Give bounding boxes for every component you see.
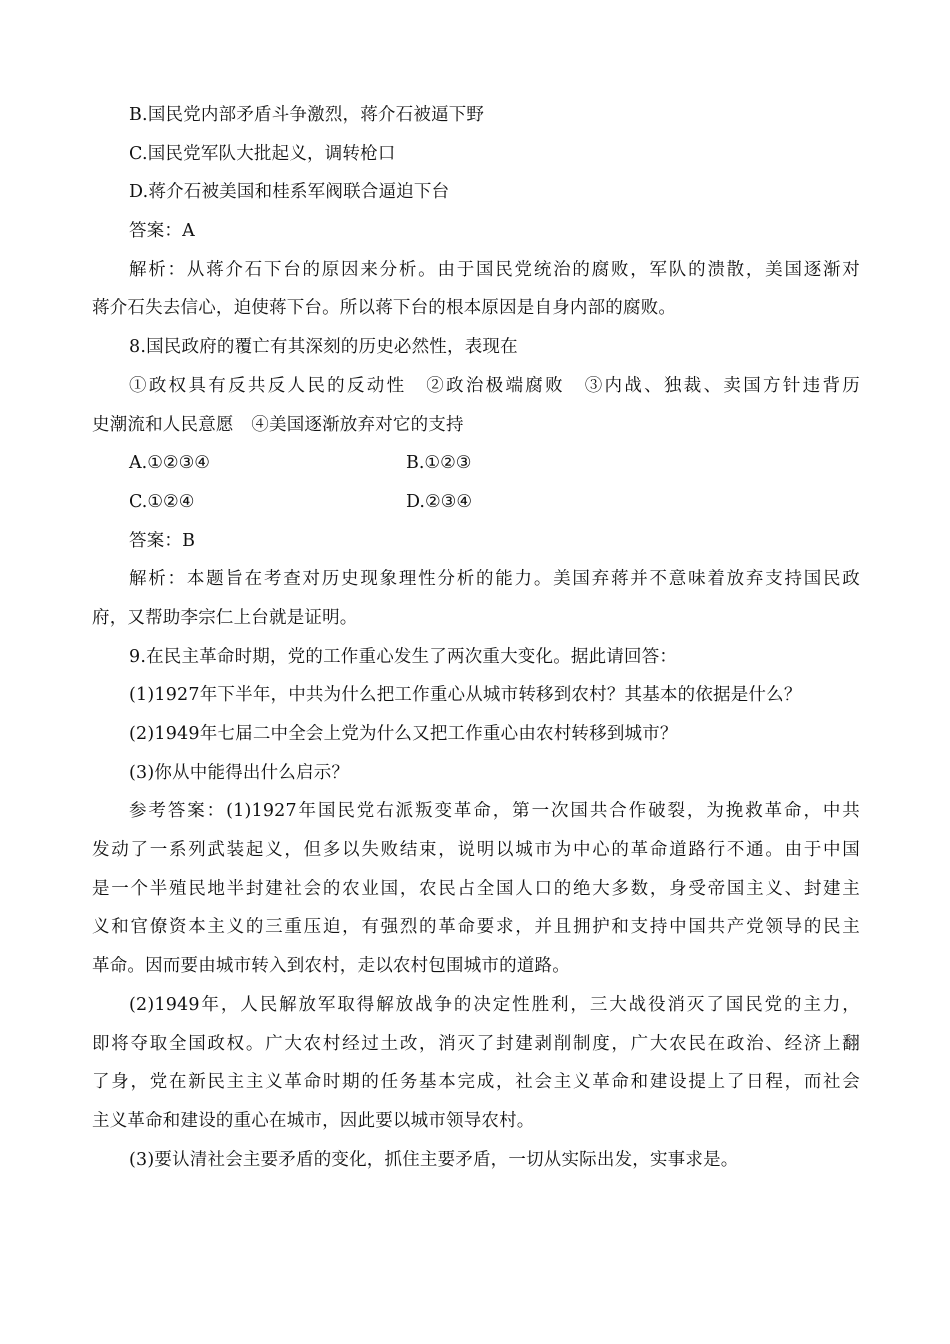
answer-line: 答案：B bbox=[129, 530, 196, 551]
option-a: A.①②③④ bbox=[129, 453, 210, 474]
reference-answer-line: 发动了一系列武装起义，但多以失败结束，说明以城市为中心的革命道路行不通。由于中国 bbox=[92, 840, 860, 861]
question-8-stem: 8.国民政府的覆亡有其深刻的历史必然性，表现在 bbox=[129, 337, 518, 358]
reference-answer-line: (2)1949年，人民解放军取得解放战争的决定性胜利，三大战役消灭了国民党的主力， bbox=[129, 994, 860, 1015]
option-d: D.②③④ bbox=[406, 491, 473, 512]
reference-answer-line: 革命。因而要由城市转入到农村，走以农村包围城市的道路。 bbox=[92, 956, 570, 977]
analysis-line: 府，又帮助李宗仁上台就是证明。 bbox=[92, 607, 358, 628]
analysis-line: 蒋介石失去信心，迫使蒋下台。所以蒋下台的根本原因是自身内部的腐败。 bbox=[92, 298, 677, 319]
reference-answer-line: 义和官僚资本主义的三重压迫，有强烈的革命要求，并且拥护和支持中国共产党领导的民主 bbox=[92, 917, 860, 938]
question-9-part-3: (3)你从中能得出什么启示？ bbox=[129, 762, 350, 783]
analysis-line: 解析：从蒋介石下台的原因来分析。由于国民党统治的腐败，军队的溃散，美国逐渐对 bbox=[129, 259, 860, 280]
option-c: C.①②④ bbox=[129, 491, 195, 512]
question-8-items: 史潮流和人民意愿 ④美国逐渐放弃对它的支持 bbox=[92, 414, 464, 435]
reference-answer-line: 主义革命和建设的重心在城市，因此要以城市领导农村。 bbox=[92, 1110, 535, 1131]
option-line-d: D.蒋介石被美国和桂系军阀联合逼迫下台 bbox=[129, 182, 450, 203]
reference-answer-line: 即将夺取全国政权。广大农村经过土改，消灭了封建剥削制度，广大农民在政治、经济上翻 bbox=[92, 1033, 860, 1054]
reference-answer-line: 是一个半殖民地半封建社会的农业国，农民占全国人口的绝大多数，身受帝国主义、封建主 bbox=[92, 878, 860, 899]
analysis-line: 解析：本题旨在考查对历史现象理性分析的能力。美国弃蒋并不意味着放弃支持国民政 bbox=[129, 569, 860, 590]
option-b: B.①②③ bbox=[406, 453, 472, 474]
question-9-part-1: (1)1927年下半年，中共为什么把工作重心从城市转移到农村？其基本的依据是什么？ bbox=[129, 685, 802, 706]
question-9-part-2: (2)1949年七届二中全会上党为什么又把工作重心由农村转移到城市？ bbox=[129, 724, 678, 744]
option-line-b: B.国民党内部矛盾斗争激烈，蒋介石被逼下野 bbox=[129, 105, 485, 125]
question-9-stem: 9.在民主革命时期，党的工作重心发生了两次重大变化。据此请回答： bbox=[129, 646, 678, 667]
reference-answer-line: (3)要认清社会主要矛盾的变化，抓住主要矛盾，一切从实际出发，实事求是。 bbox=[129, 1149, 739, 1170]
question-8-items: ①政权具有反共反人民的反动性 ②政治极端腐败 ③内战、独裁、卖国方针违背历 bbox=[129, 375, 860, 396]
option-line-c: C.国民党军队大批起义，调转枪口 bbox=[129, 143, 396, 164]
document-body bbox=[92, 96, 860, 1179]
answer-line: 答案：A bbox=[129, 221, 195, 242]
question-8-options-row bbox=[92, 483, 860, 522]
reference-answer-line: 了身，党在新民主主义革命时期的任务基本完成，社会主义革命和建设提上了日程，而社会 bbox=[92, 1072, 860, 1093]
question-8-options-row bbox=[92, 444, 860, 483]
reference-answer-line: 参考答案：(1)1927年国民党右派叛变革命，第一次国共合作破裂，为挽救革命，中共 bbox=[129, 801, 860, 822]
